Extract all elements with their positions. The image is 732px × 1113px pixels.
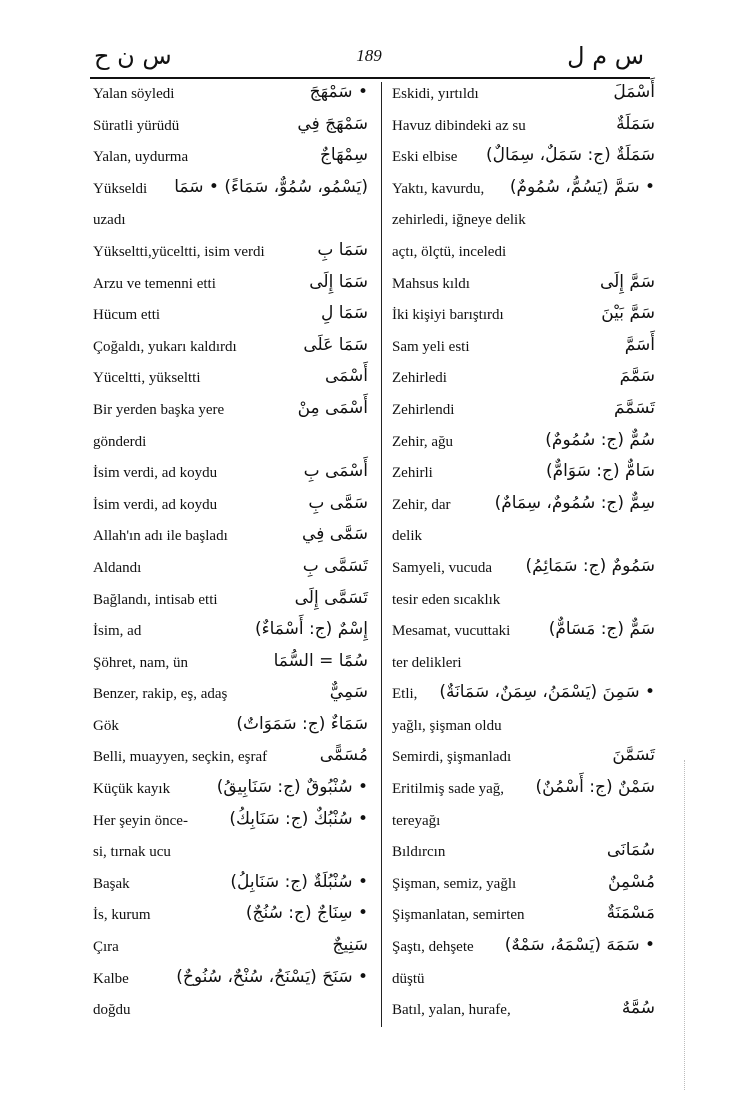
dictionary-entry [93,493,368,525]
dictionary-entry [93,114,368,146]
turkish-definition: Şişmanlatan, semirten [392,907,525,924]
dictionary-entry [93,809,368,841]
arabic-headword: • سَمَهَ (يَسْمَهُ، سَمْهٌ) [504,935,655,956]
dictionary-entry [93,619,368,651]
arabic-headword: أَسَمَّ [624,334,655,355]
turkish-definition: Yükseldi [93,180,148,197]
turkish-definition: Etli, [392,686,418,703]
arabic-headword: سِمٌّ (ج: سُمُومٌ، سِمَامٌ) [494,492,655,513]
dictionary-entry [392,145,655,177]
turkish-definition: Mahsus kıldı [392,275,470,292]
dictionary-entry [392,556,655,588]
turkish-definition: İsim verdi, ad koydu [93,496,218,513]
turkish-definition: Sam yeli esti [392,338,470,355]
arabic-headword: سِمْهَاجٌ [319,145,368,166]
turkish-definition: Süratli yürüdü [93,117,180,134]
turkish-definition: Mesamat, vucuttaki [392,623,511,640]
arabic-headword: سَمَّمَ [619,366,655,387]
arabic-headword: • سَمَّ (يَسُمُّ، سُمُومٌ) [509,176,655,197]
dictionary-entry [392,935,655,967]
turkish-definition: zehirledi, iğneye delik [392,212,526,229]
dictionary-entry [392,967,655,999]
arabic-headword: مَسْمَنَةٌ [606,903,655,924]
turkish-definition: Kalbe [93,970,129,987]
dictionary-entry [392,651,655,683]
turkish-definition: Benzer, rakip, eş, adaş [93,686,228,703]
turkish-definition: Bir yerden başka yere [93,401,225,418]
arabic-headword: سُمَانَى [606,840,655,861]
turkish-definition: düştü [392,970,425,987]
dictionary-entry [93,524,368,556]
arabic-headword: سَامٌّ (ج: سَوَامٌّ) [546,461,655,482]
dictionary-entry [392,682,655,714]
dictionary-entry [392,461,655,493]
dictionary-entry [392,82,655,114]
arabic-headword: تَسَمَّى بِ [302,555,368,576]
turkish-definition: Arzu ve temenni etti [93,275,216,292]
arabic-headword: سَمَّ بَيْنَ [601,303,655,324]
turkish-definition: gönderdi [93,433,147,450]
turkish-definition: Yaktı, kavurdu, [392,180,485,197]
dictionary-entry [392,366,655,398]
arabic-headword: سَمِيٌّ [329,682,368,703]
turkish-definition: İki kişiyi barıştırdı [392,307,504,324]
turkish-definition: Samyeli, vucuda [392,559,492,576]
column-divider [381,82,382,1027]
turkish-definition: Zehir, dar [392,496,451,513]
arabic-headword: سَنِيجٌ [332,935,368,956]
arabic-headword: سُمًا = السُّمَا [273,650,368,671]
dictionary-entry [392,777,655,809]
arabic-headword: سَمَا لِ [320,303,368,324]
turkish-definition: doğdu [93,1002,131,1019]
arabic-headword: • سُنْبُلَةٌ (ج: سَنَابِلُ) [230,871,368,892]
arabic-headword: تَسَمَّى إِلَى [294,587,368,608]
dictionary-entry [93,82,368,114]
turkish-definition: Eritilmiş sade yağ, [392,781,505,798]
dictionary-entry [392,208,655,240]
scan-artifact [684,760,689,1090]
dictionary-entry [93,177,368,209]
dictionary-entry [392,998,655,1030]
arabic-headword: سَمَا إِلَى [309,271,368,292]
header-rule [90,77,650,79]
turkish-definition: Çoğaldı, yukarı kaldırdı [93,338,237,355]
dictionary-entry [93,714,368,746]
dictionary-entry [392,872,655,904]
turkish-definition: Yüceltti, yükseltti [93,370,201,387]
turkish-definition: Hücum etti [93,307,161,324]
dictionary-entry [93,935,368,967]
arabic-headword: • سُنْبُوقٌ (ج: سَنَابِيقُ) [216,777,368,798]
arabic-headword: (يَسْمُو، سُمُوٌّ، سَمَاءً) • سَمَا [174,176,368,197]
arabic-headword: • سَنَحَ (يَسْنَحُ، سُنْحٌ، سُنُوحٌ) [176,966,368,987]
dictionary-entry [392,619,655,651]
turkish-definition: Zehirledi [392,370,447,387]
dictionary-entry [392,903,655,935]
turkish-definition: Şişman, semiz, yağlı [392,875,517,892]
arabic-headword: أَسْمَى بِ [303,461,368,482]
arabic-headword: سَمْنٌ (ج: أَسْمُنٌ) [535,777,655,798]
dictionary-entry [392,114,655,146]
arabic-headword: • سَمِنَ (يَسْمَنُ، سِمَنٌ، سَمَانَةٌ) [439,682,655,703]
turkish-definition: Yalan söyledi [93,86,175,102]
dictionary-entry [93,145,368,177]
turkish-definition: Allah'ın adı ile başladı [93,528,228,545]
dictionary-entry [93,588,368,620]
arabic-headword: • سَمْهَجَ [309,82,368,102]
turkish-definition: Şaştı, dehşete [392,939,474,956]
turkish-definition: İs, kurum [93,907,151,924]
turkish-definition: Gök [93,717,119,734]
dictionary-entry [93,208,368,240]
arabic-headword: سَمَّى بِ [308,492,368,513]
arabic-headword: سَمَّى فِي [302,524,368,545]
dictionary-entry [392,840,655,872]
turkish-definition: Bıldırcın [392,844,446,861]
arabic-headword: أَسْمَى [325,366,368,387]
turkish-definition: İsim verdi, ad koydu [93,465,218,482]
dictionary-entry [93,903,368,935]
turkish-definition: Semirdi, şişmanladı [392,749,512,766]
dictionary-entry [93,745,368,777]
arabic-headword: تَسَمَّمَ [613,397,655,418]
arabic-headword: سَمٌّ (ج: مَسَامٌّ) [548,619,655,640]
arabic-headword: مُسْمِنٌ [607,871,655,892]
turkish-definition: Çıra [93,939,119,956]
turkish-definition: Zehirlendi [392,401,455,418]
dictionary-entry [93,398,368,430]
dictionary-entry [93,777,368,809]
dictionary-entry [392,272,655,304]
turkish-definition: Bağlandı, intisab etti [93,591,218,608]
arabic-headword: أَسْمَى مِنْ [297,397,368,418]
dictionary-entry [392,177,655,209]
turkish-definition: Eski elbise [392,149,458,166]
right-column [392,82,655,1030]
turkish-definition: tesir eden sıcaklık [392,591,501,608]
arabic-headword: • سِنَاجٌ (ج: سُنُجٌ) [245,903,368,924]
turkish-definition: Belli, muayyen, seçkin, eşraf [93,749,268,766]
arabic-headword: سَمَا عَلَى [303,334,368,355]
arabic-headword: سَمَا بِ [317,239,368,260]
dictionary-entry [93,682,368,714]
arabic-headword: سَمْهَجَ فِي [297,113,368,134]
turkish-definition: Küçük kayık [93,781,171,798]
turkish-definition: Şöhret, nam, ün [93,654,188,671]
page-header [90,40,648,72]
dictionary-entry [392,809,655,841]
dictionary-entry [93,967,368,999]
arabic-headword: • سُنْبُكٌ (ج: سَنَابِكُ) [229,808,368,829]
dictionary-entry [392,588,655,620]
turkish-definition: tereyağı [392,812,441,829]
turkish-definition: Başak [93,875,130,892]
arabic-headword: سُمٌّ (ج: سُمُومٌ) [545,429,655,450]
dictionary-entry [392,430,655,462]
dictionary-entry [392,524,655,556]
left-column [93,82,368,1030]
turkish-definition: açtı, ölçtü, inceledi [392,243,507,260]
dictionary-entry [392,398,655,430]
turkish-definition: Zehir, ağu [392,433,454,450]
arabic-headword: سُمَّهٌ [621,998,655,1019]
turkish-definition: delik [392,528,422,545]
dictionary-entry [93,303,368,335]
header-right-letters: س م ل [567,42,644,70]
arabic-headword: سَمَلَةٌ (ج: سَمَلٌ، سِمَالٌ) [485,145,655,166]
dictionary-entry [93,430,368,462]
turkish-definition: Eskidi, yırtıldı [392,86,479,102]
turkish-definition: Batıl, yalan, hurafe, [392,1002,511,1019]
turkish-definition: Havuz dibindeki az su [392,117,526,134]
dictionary-entry [93,998,368,1030]
dictionary-entry [93,840,368,872]
turkish-definition: ter delikleri [392,654,462,671]
dictionary-entry [93,272,368,304]
arabic-headword: إِسْمٌ (ج: أَسْمَاءٌ) [254,619,368,640]
arabic-headword: سَمَلَةٌ [616,113,655,134]
dictionary-entry [93,651,368,683]
arabic-headword: سَمَاءٌ (ج: سَمَوَاتٌ) [236,713,368,734]
arabic-headword: أَسْمَلَ [613,82,655,102]
turkish-definition: Aldandı [93,559,142,576]
turkish-definition: si, tırnak ucu [93,844,171,861]
dictionary-entry [392,335,655,367]
turkish-definition: Her şeyin önce- [93,812,188,829]
turkish-definition: uzadı [93,212,126,229]
dictionary-entry [93,335,368,367]
dictionary-entry [392,714,655,746]
dictionary-entry [93,461,368,493]
arabic-headword: مُسَمًّى [319,745,368,766]
arabic-headword: تَسَمَّنَ [612,745,655,766]
dictionary-entry [392,745,655,777]
page-number: 189 [356,46,382,65]
turkish-definition: İsim, ad [93,623,142,640]
turkish-definition: Yükseltti,yüceltti, isim verdi [93,243,265,260]
dictionary-entry [93,366,368,398]
turkish-definition: Yalan, uydurma [93,149,189,166]
header-left-letters: س ن ح [94,42,172,70]
dictionary-entry [392,493,655,525]
dictionary-entry [93,240,368,272]
turkish-definition: yağlı, şişman oldu [392,717,502,734]
dictionary-entry [93,872,368,904]
dictionary-entry [392,240,655,272]
arabic-headword: سَمَّ إِلَى [599,271,655,292]
turkish-definition: Zehirli [392,465,433,482]
arabic-headword: سَمُومٌ (ج: سَمَائِمُ) [525,555,655,576]
dictionary-entry [392,303,655,335]
dictionary-entry [93,556,368,588]
